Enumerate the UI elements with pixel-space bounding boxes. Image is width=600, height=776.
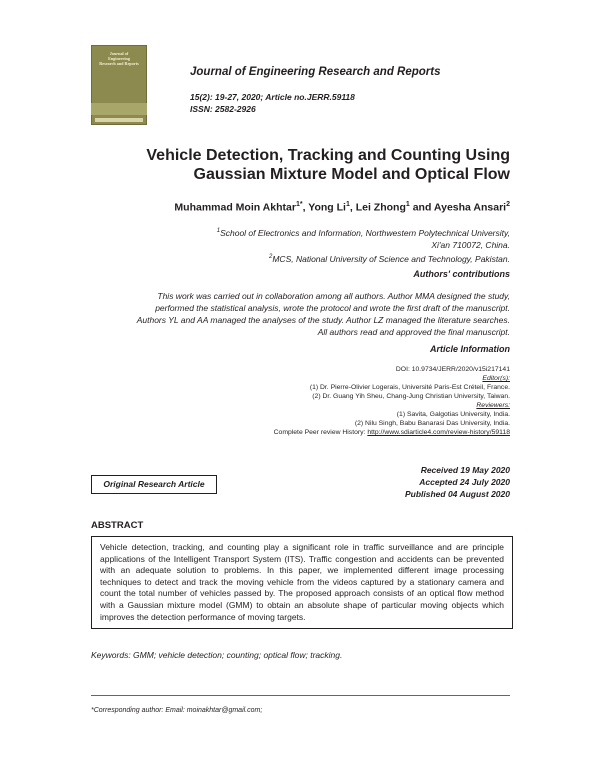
published-date: Published 04 August 2020 [404,489,510,499]
reviewer-entry: (2) Nilu Singh, Babu Banarasi Das University, India. [354,420,510,427]
keywords: Keywords: GMM; vehicle detection; counting; optical flow; tracking. [91,650,343,660]
affiliation-text: Xi'an 710072, China. [431,239,510,250]
contribution-line: All authors read and approved the final manuscript. [317,327,510,337]
author-affiliation-mark: 1* [295,201,303,208]
cover-band [91,103,147,115]
abstract-text: Vehicle detection, tracking, and counting play a significant role in traffic surveillance and are principle applications of the Intelligent Transport System (ITS). Traffic congestion and accidents can be prevented with an adequate solution to problems. In this paper, we implemented different image processing techniques to detect and track the moving vehicle from the videos captured by a stationary camera and count the total number of vehicles passed by. The proposed approach consists of an optical flow method with a Gaussian mixture model (GMM) to obtain an absolute shape of particular moving objects which improves the detection performance of moving targets. [100,542,504,622]
author-name: Yong Li [308,201,346,214]
accepted-date: Accepted 24 July 2020 [419,477,510,487]
cover-title-line: Journal of [109,51,129,56]
paper-title [90,146,510,184]
review-history-label: Complete Peer review History: [273,429,368,436]
received-date: Received 19 May 2020 [420,465,510,475]
editor-entry: (2) Dr. Guang Yih Sheu, Chang-Jung Christian University, Taiwan. [312,393,510,400]
article-info-heading: Article Information [429,344,510,354]
author-name: Lei Zhong [355,201,406,214]
author-name: Muhammad Moin Akhtar [174,201,296,214]
cover-title [97,51,141,66]
contributions-text [90,290,510,338]
affiliation-mark: 2 [269,253,273,260]
footnote-divider [91,695,510,696]
doi: DOI: 10.9734/JERR/2020/v15i217141 [395,366,510,373]
abstract-heading: ABSTRACT [91,520,144,531]
review-history-link[interactable]: http://www.sdiarticle4.com/review-history/59118 [367,429,510,436]
author-list [90,201,510,214]
title-line: Vehicle Detection, Tracking and Counting Using [146,147,510,164]
issue-info: 15(2): 19-27, 2020; Article no.JERR.59118 [190,92,355,102]
editors-label: Editor(s): [482,375,510,382]
editor-entry: (1) Dr. Pierre-Olivier Logerais, Université Paris-Est Créteil, France. [309,384,510,391]
affiliation-text: School of Electronics and Information, Northwestern Polytechnical University, [220,227,510,238]
title-line: Gaussian Mixture Model and Optical Flow [193,166,510,183]
author-separator: , [349,201,356,214]
reviewers-label: Reviewers: [476,402,510,409]
corresponding-author-footnote: *Corresponding author: Email: moinakhtar@gmail.com; [91,707,263,714]
cover-title-line: Engineering [108,56,130,61]
contribution-line: performed the statistical analysis, wrote the protocol and wrote the first draft of the manuscript. [155,303,510,313]
author-separator: , [302,201,309,214]
journal-name: Journal of Engineering Research and Reports [190,66,441,78]
contribution-line: Authors YL and AA managed the analyses of the study. Author LZ managed the literature searches. [136,315,510,325]
affiliation [90,225,510,265]
article-info [90,365,510,437]
affiliation-text: MCS, National University of Science and Technology, Pakistan. [272,253,510,264]
contribution-line: This work was carried out in collaboration among all authors. Author MMA designed the study, [157,291,510,301]
cover-title-line: Research and Reports [99,61,139,66]
abstract-box [91,536,513,629]
contributions-heading: Authors' contributions [413,269,510,279]
author-name: Ayesha Ansari [433,201,507,214]
author-affiliation-mark: 2 [506,201,510,208]
author-separator: and [409,201,434,214]
author-affiliation-mark: 1 [345,201,350,208]
issn: ISSN: 2582-2926 [190,104,256,114]
article-type-box: Original Research Article [91,475,217,494]
author-affiliation-mark: 1 [405,201,410,208]
journal-cover-image [91,45,147,125]
affiliation-mark: 1 [216,228,221,234]
reviewer-entry: (1) Savita, Galgotias University, India. [396,411,510,418]
cover-footer [95,118,143,122]
